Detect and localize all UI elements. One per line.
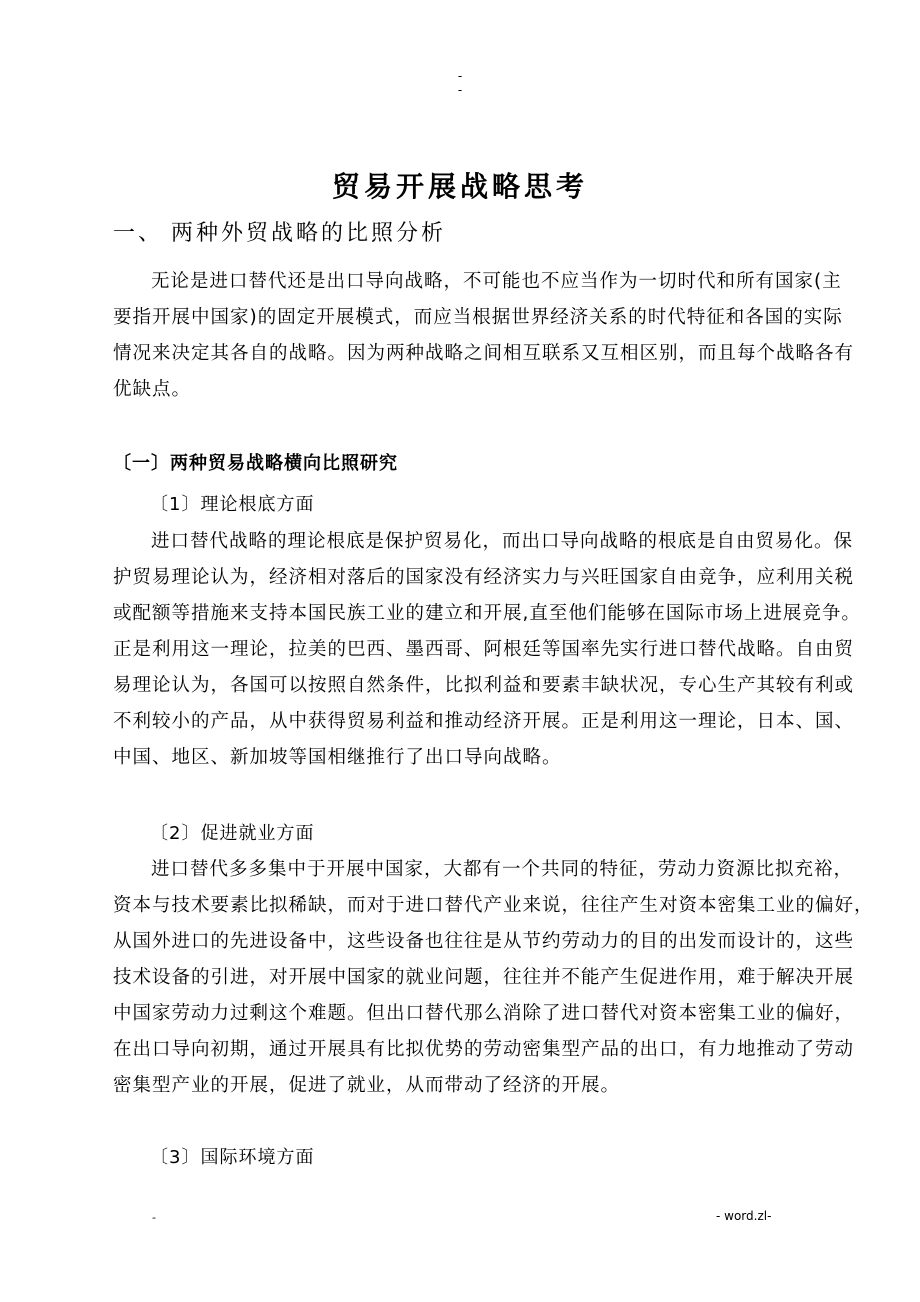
document-title: 贸易开展战略思考	[331, 170, 588, 203]
paragraph-line: 护贸易理论认为，经济相对落后的国家没有经济实力与兴旺国家自由竞争，应利用关税	[113, 567, 855, 588]
header-mark-top: -	[457, 69, 463, 83]
paragraph-line: 优缺点。	[113, 379, 192, 400]
item-heading-2: 〔2〕促进就业方面	[150, 823, 315, 844]
header-mark-bottom: -	[457, 83, 463, 97]
footer-mark: -	[152, 1211, 156, 1224]
paragraph-line: 在出口导向初期，通过开展具有比拟优势的劳动密集型产品的出口，有力地推动了劳动	[113, 1039, 855, 1060]
section-label: 两种外贸战略的比照分析	[171, 221, 447, 246]
paragraph-line: 情况来决定其各自的战略。因为两种战略之间相互联系又互相区别，而且每个战略各有	[113, 343, 855, 364]
paragraph-line: 中国、地区、新加坡等国相继推行了出口导向战略。	[113, 747, 562, 768]
paragraph-line: 或配额等措施来支持本国民族工业的建立和开展,直至他们能够在国际市场上进展竞争。	[113, 603, 861, 624]
paragraph-line: 要指开展中国家)的固定开展模式，而应当根据世界经济关系的时代特征和各国的实际	[113, 307, 843, 328]
section-heading-1	[113, 216, 446, 247]
paragraph-line: 从国外进口的先进设备中，这些设备也往往是从节约劳动力的目的出发而设计的，这些	[113, 931, 855, 952]
paragraph-line: 易理论认为，各国可以按照自然条件，比拟利益和要素丰缺状况，专心生产其较有利或	[113, 675, 855, 696]
paragraph-line: 无论是进口替代还是出口导向战略，不可能也不应当作为一切时代和所有国家(主	[151, 271, 842, 292]
intro-paragraph	[113, 264, 855, 408]
paragraph-line: 资本与技术要素比拟稀缺，而对于进口替代产业来说，往往产生对资本密集工业的偏好，	[113, 895, 874, 916]
paragraph-line: 技术设备的引进，对开展中国家的就业问题，往往并不能产生促进作用，难于解决开展	[113, 967, 855, 988]
paragraph-line: 密集型产业的开展，促进了就业，从而带动了经济的开展。	[113, 1075, 621, 1096]
paragraph-line: 进口替代战略的理论根底是保护贸易化，而出口导向战略的根底是自由贸易化。保	[151, 531, 854, 552]
item2-paragraph	[113, 852, 874, 1104]
paragraph-line: 进口替代多多集中于开展中国家，大都有一个共同的特征，劳动力资源比拟充裕，	[151, 859, 854, 880]
paragraph-line: 不利较小的产品，从中获得贸易利益和推动经济开展。正是利用这一理论，日本、国、	[113, 711, 855, 732]
section-number: 一、	[113, 221, 164, 246]
item-heading-1: 〔1〕理论根底方面	[150, 494, 315, 515]
footer-watermark: - word.zl-	[716, 1209, 772, 1223]
subsection-heading-1: 〔一〕两种贸易战略横向比照研究	[113, 453, 398, 474]
item1-paragraph	[113, 524, 861, 776]
paragraph-line: 正是利用这一理论，拉美的巴西、墨西哥、阿根廷等国率先实行进口替代战略。自由贸	[113, 639, 855, 660]
paragraph-line: 中国家劳动力过剩这个难题。但出口替代那么消除了进口替代对资本密集工业的偏好，	[113, 1003, 855, 1024]
item-heading-3: 〔3〕国际环境方面	[150, 1147, 315, 1168]
